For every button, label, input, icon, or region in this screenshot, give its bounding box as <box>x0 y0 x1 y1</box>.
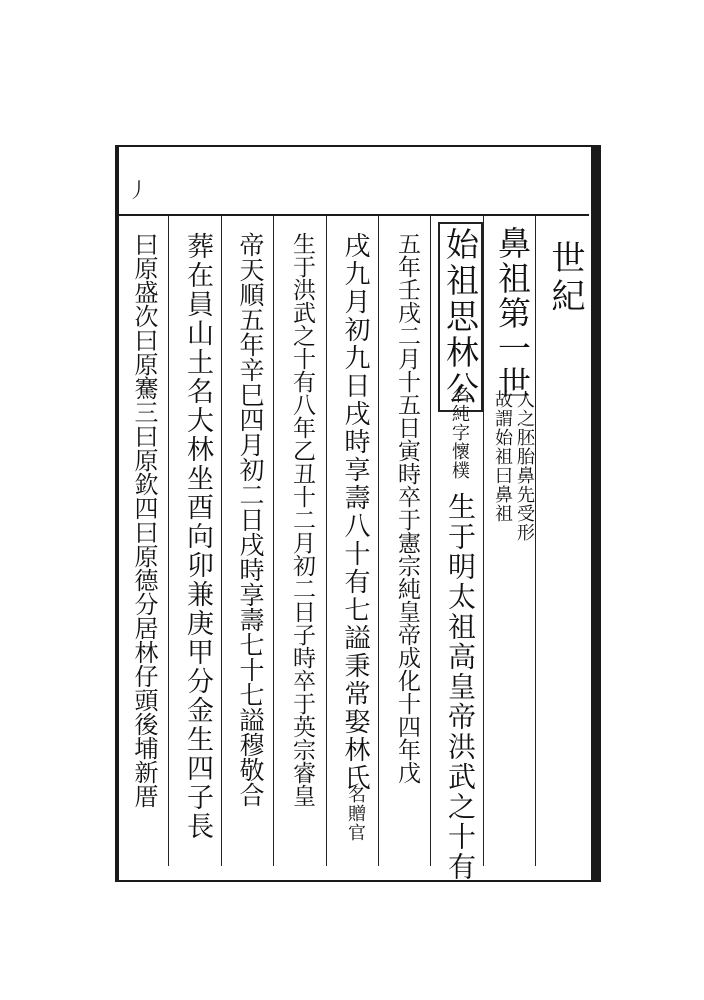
header-band <box>119 150 589 216</box>
text-column: 生于明太祖高皇帝洪武之十有 <box>444 492 477 882</box>
column-rule <box>168 216 169 866</box>
heading-note <box>492 390 534 542</box>
column-rule <box>378 216 379 866</box>
header-mark: 丿 <box>128 178 148 202</box>
frame-right-border <box>591 145 601 882</box>
ancestor-name: 始祖思林公 <box>438 222 483 412</box>
heading-note-line: 人之胚胎鼻先受形 <box>514 390 535 542</box>
text-column: 生于洪武之十有八年乙丑十二月初二日子時卒于英宗睿皇 <box>289 232 315 807</box>
column-rule <box>326 216 327 866</box>
heading-note-line: 故謂始祖曰鼻祖 <box>492 390 513 523</box>
text-column: 戌九月初九日戌時享壽八十有七謚秉常娶林氏 <box>340 232 370 792</box>
text-column: 帝天順五年辛巳四月初二日戌時享壽七十七謚穆敬合 <box>236 232 265 807</box>
frame-left-border <box>115 145 119 882</box>
text-column: 五年壬戌二月十五日寅時卒于憲宗純皇帝成化十四年戊 <box>394 232 420 784</box>
column-rule <box>430 216 431 866</box>
generation-heading: 鼻祖第一世 <box>493 226 532 401</box>
page-title: 世紀 <box>545 240 585 316</box>
text-column: 葬在員山土名大林坐酉向卯兼庚甲分金生四子長 <box>182 232 213 841</box>
column-rule <box>273 216 274 866</box>
ancestor-style-name: 名純字懷樸 <box>449 385 470 480</box>
text-column: 曰原盛次曰原騫三曰原欽四曰原德分居林仔頭後埔新厝 <box>130 232 158 808</box>
column-rule <box>535 216 536 866</box>
column-rule <box>221 216 222 866</box>
ancestor-name-box <box>437 222 484 412</box>
text-note: 名贈官 <box>345 785 366 842</box>
